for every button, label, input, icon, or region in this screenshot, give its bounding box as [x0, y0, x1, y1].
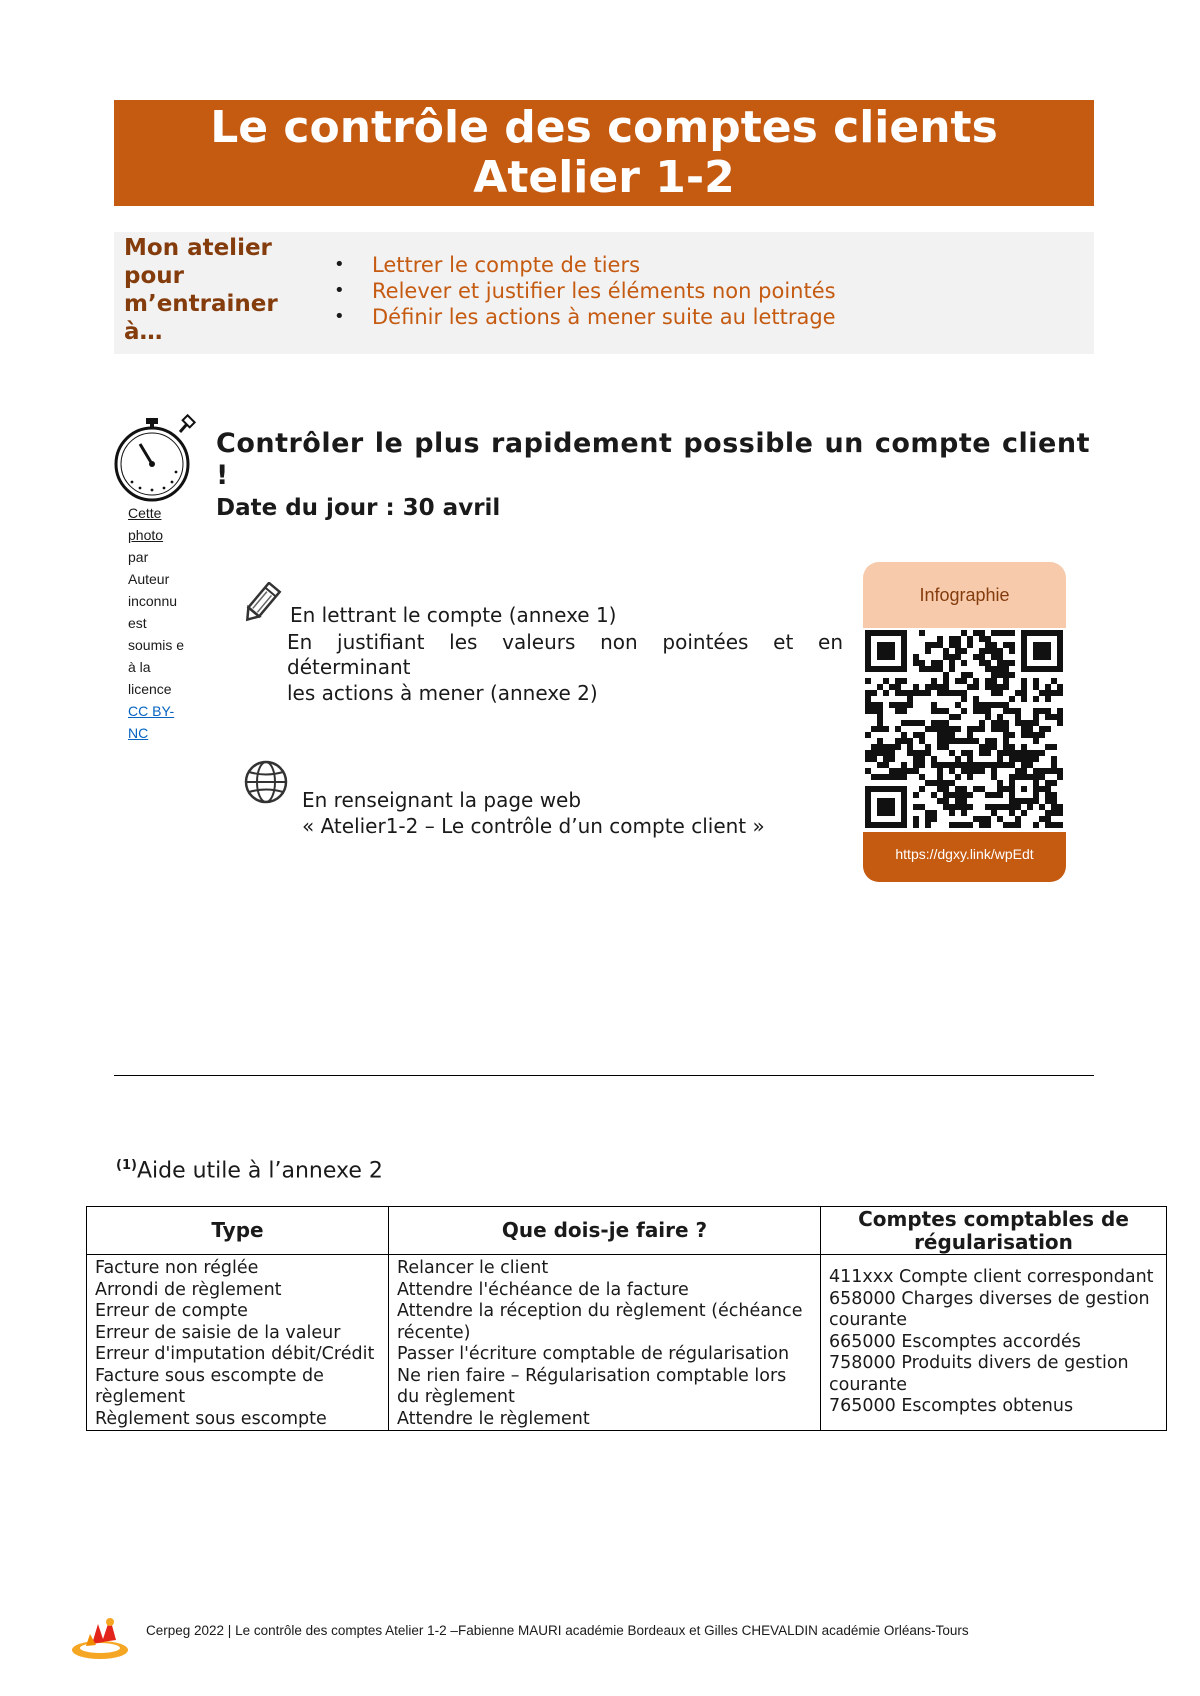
objective-item: • Lettrer le compte de tiers — [334, 252, 836, 278]
globe-icon — [242, 758, 290, 806]
title-line2: Atelier 1-2 — [473, 152, 735, 203]
type-item: Erreur de compte — [95, 1301, 248, 1321]
column-header-action: Que dois-je faire ? — [389, 1207, 821, 1255]
task-web-line2: « Atelier1-2 – Le contrôle d’un compte client » — [302, 814, 765, 838]
action-item: Attendre le règlement — [397, 1408, 590, 1429]
action-item: Relancer le client — [397, 1258, 549, 1278]
objective-item: • Relever et justifier les éléments non pointés — [334, 278, 836, 304]
license-link[interactable]: CC BY-NC — [128, 703, 175, 741]
action-cell — [389, 1255, 821, 1431]
action-item: Attendre l'échéance de la facture — [397, 1279, 689, 1300]
objective-item: • Définir les actions à mener suite au lettrage — [334, 304, 836, 330]
table-row — [87, 1255, 1167, 1431]
infographic-link[interactable]: https://dgxy.link/wpEdt — [863, 832, 1066, 882]
action-item: Passer l'écriture comptable de régularisation — [397, 1344, 790, 1364]
compte-item: 658000 Charges diverses de gestion courante — [829, 1288, 1150, 1330]
infographic-label: Infographie — [863, 562, 1066, 628]
type-item: Facture sous escompte de règlement — [95, 1365, 324, 1407]
stopwatch-icon — [112, 410, 202, 506]
task-annex2-continued: les actions à mener (annexe 2) — [287, 681, 598, 705]
task-annex2: En justifiant les valeurs non pointées et en déterminant — [287, 630, 843, 679]
footer-text: Cerpeg 2022 | Le contrôle des comptes Atelier 1-2 –Fabienne MAURI académie Bordeaux et Gilles CHEVALDIN académie Orléans-Tours — [146, 1623, 969, 1638]
compte-item: 765000 Escomptes obtenus — [829, 1396, 1074, 1416]
help-table — [86, 1206, 1167, 1431]
action-item: Ne rien faire – Régularisation comptable lors du règlement — [397, 1365, 787, 1407]
challenge-title: Contrôler le plus rapidement possible un compte client ! — [216, 428, 1090, 491]
photo-credit-text: Auteur inconnu est soumis e à la licence — [128, 571, 185, 697]
task-annex1: En lettrant le compte (annexe 1) — [290, 603, 617, 627]
infographic-card[interactable] — [863, 562, 1066, 882]
type-item: Arrondi de règlement — [95, 1279, 282, 1300]
title-banner — [114, 100, 1094, 206]
photo-credit — [128, 502, 190, 744]
qr-code[interactable] — [865, 630, 1063, 828]
table-header-row — [87, 1207, 1167, 1255]
divider — [114, 1075, 1094, 1076]
compte-item: 411xxx Compte client correspondant — [829, 1267, 1154, 1287]
cerpeg-logo — [70, 1612, 140, 1664]
objectives-box — [114, 232, 1094, 354]
objectives-list — [334, 252, 836, 330]
objectives-heading: Mon atelier pour m’entrainer à… — [124, 235, 278, 345]
compte-item: 665000 Escomptes accordés — [829, 1331, 1081, 1352]
footnote-marker: (1) — [116, 1158, 137, 1173]
comptes-cell — [821, 1255, 1167, 1431]
challenge-date: Date du jour : 30 avril — [216, 495, 501, 521]
pencil-icon — [240, 582, 286, 626]
column-header-comptes: Comptes comptables de régularisation — [821, 1207, 1167, 1255]
type-item: Erreur d'imputation débit/Crédit — [95, 1344, 375, 1364]
help-title — [116, 1152, 383, 1185]
type-item: Facture non réglée — [95, 1258, 259, 1278]
photo-credit-by: par — [128, 549, 149, 565]
help-title-text: Aide utile à l’annexe 2 — [136, 1158, 383, 1184]
action-item: Attendre la réception du règlement (échéance récente) — [397, 1301, 803, 1343]
type-item: Règlement sous escompte — [95, 1408, 327, 1429]
column-header-type: Type — [87, 1207, 389, 1255]
type-cell — [87, 1255, 389, 1431]
task-web-line1: En renseignant la page web — [302, 788, 582, 812]
compte-item: 758000 Produits divers de gestion courante — [829, 1353, 1129, 1395]
type-item: Erreur de saisie de la valeur — [95, 1322, 341, 1343]
title-line1: Le contrôle des comptes clients — [210, 102, 998, 153]
photo-link[interactable]: Cette photo — [128, 505, 164, 543]
